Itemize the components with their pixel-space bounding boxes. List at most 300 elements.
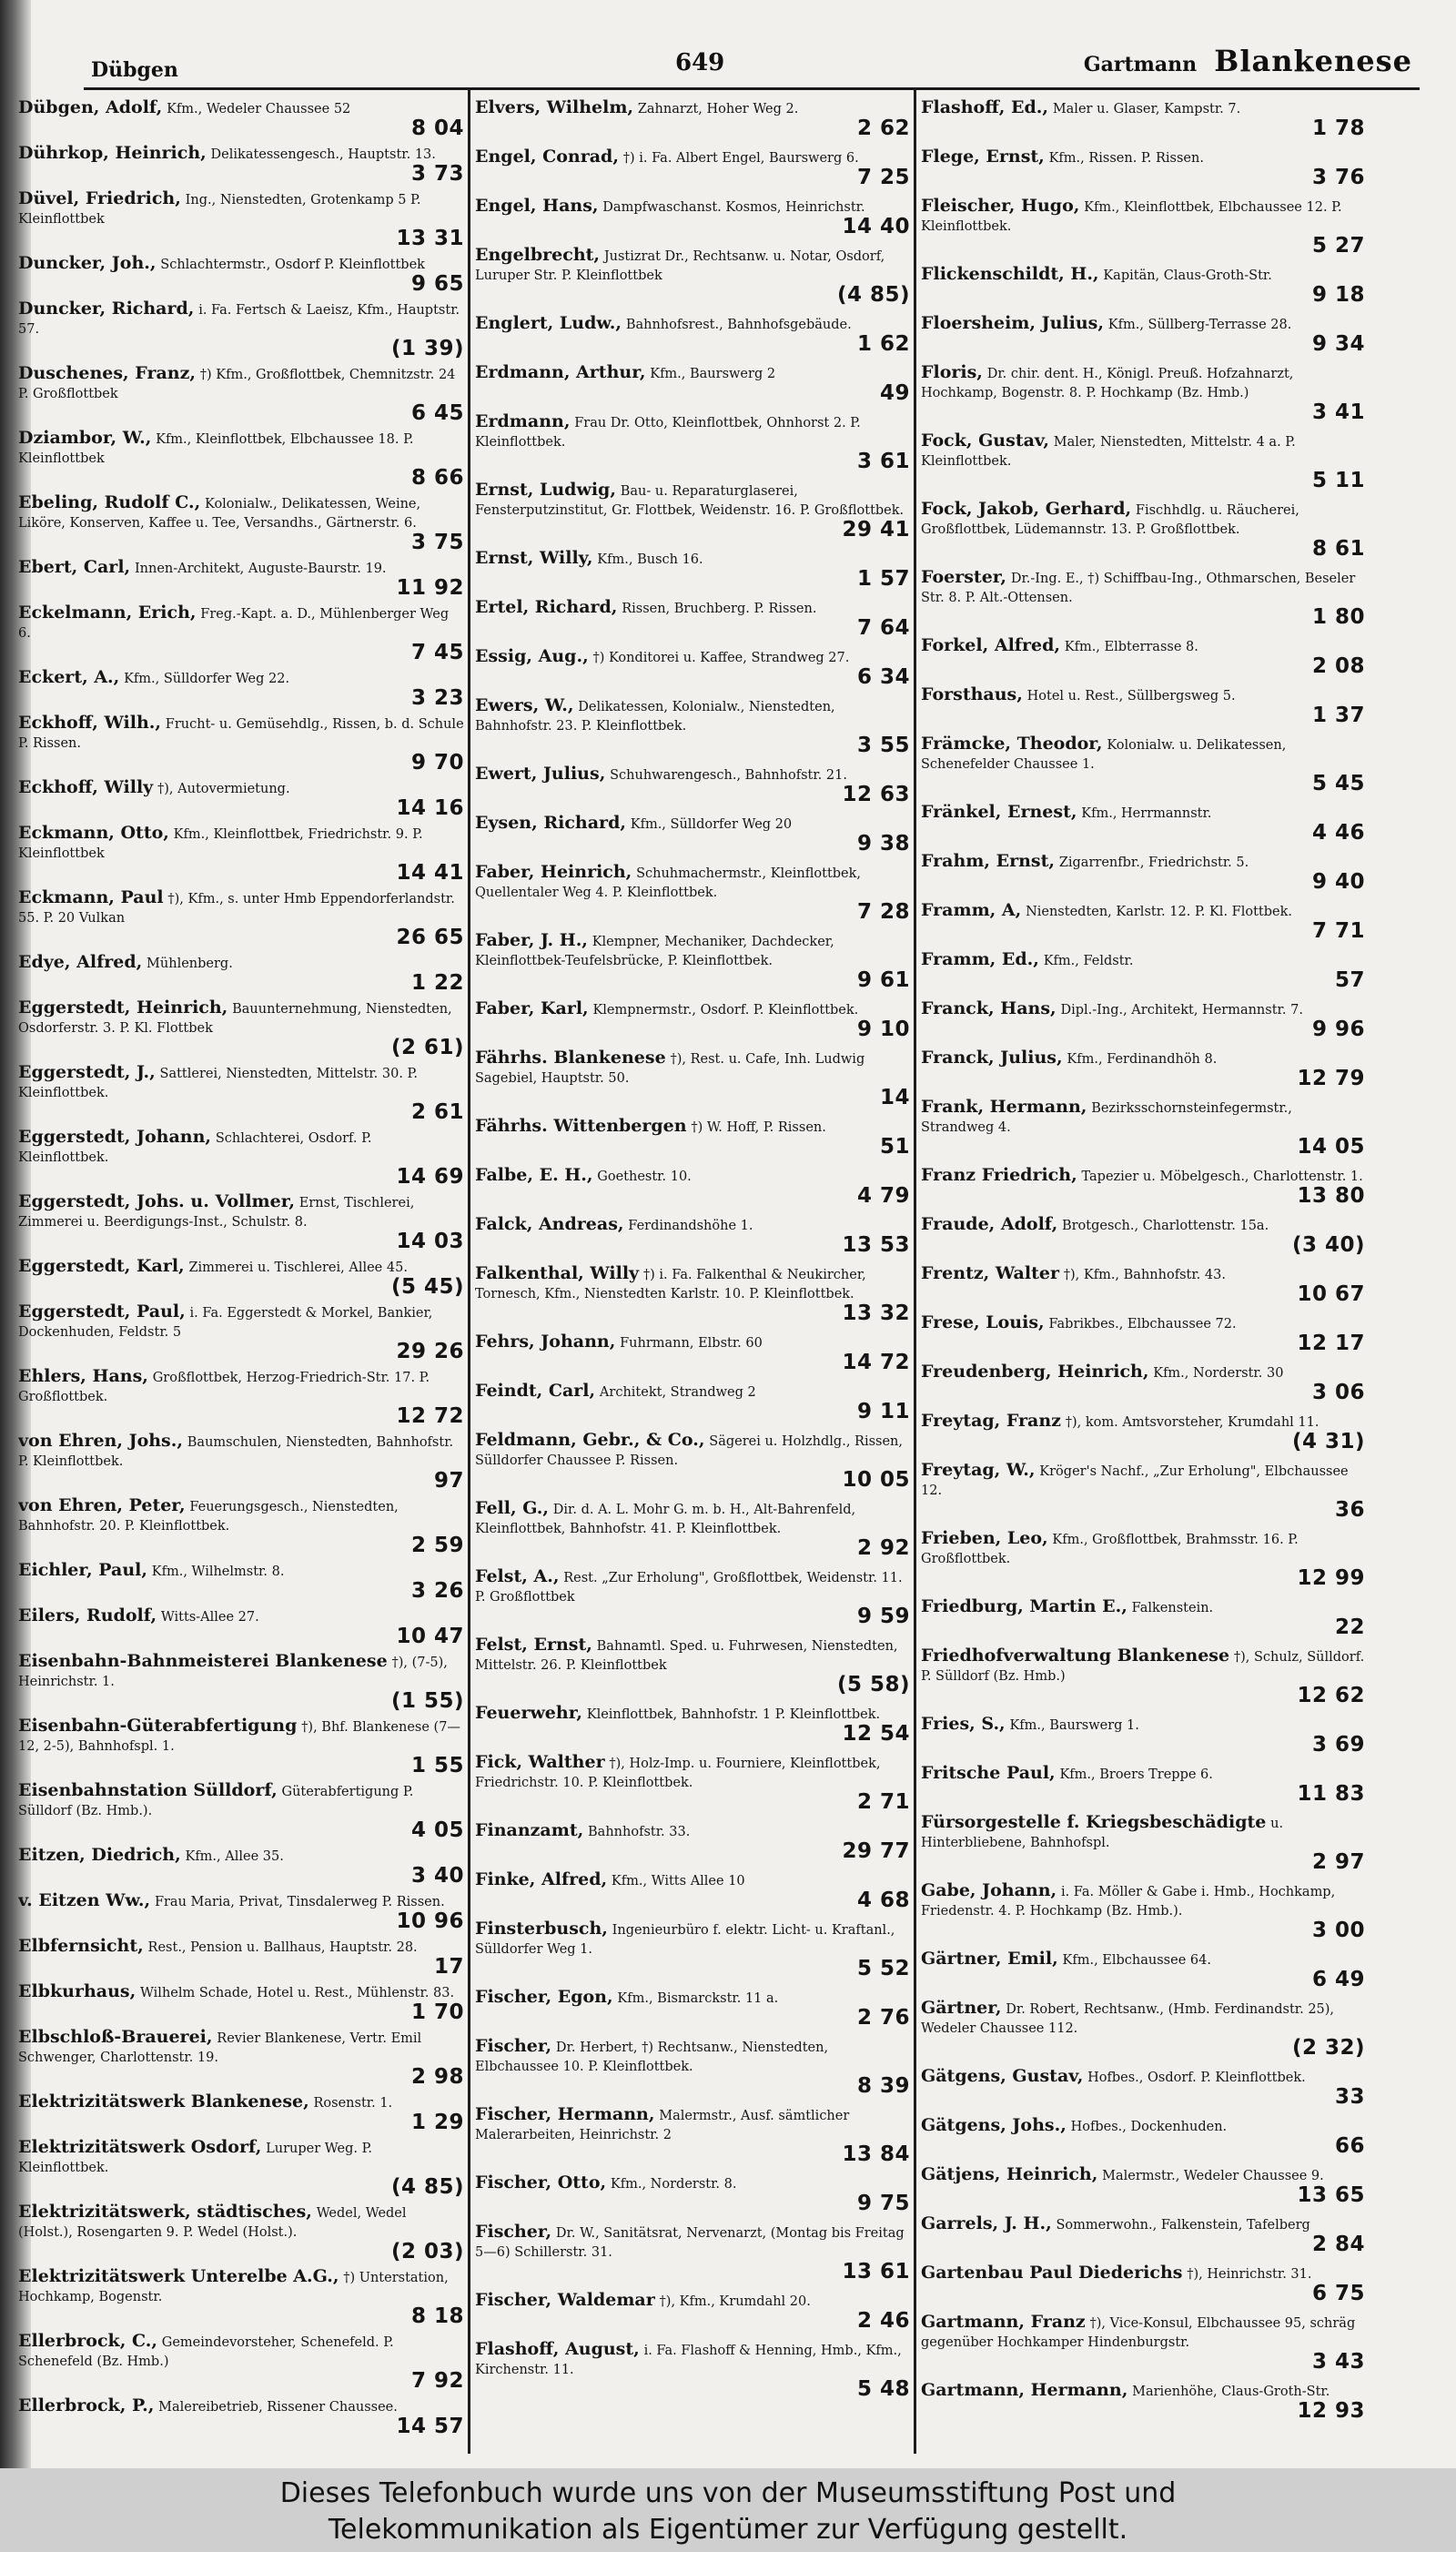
directory-entry <box>921 1764 1365 1804</box>
entry-detail: Zigarrenfbr., Friedrichstr. 5. <box>1058 856 1249 870</box>
entry-detail: Frucht- u. Gemüsehdlg., Rissen, b. d. Schule P. Rissen. <box>18 717 464 751</box>
entry-name: Friedburg, Martin E., <box>921 1596 1127 1616</box>
entry-name: Gätjens, Heinrich, <box>921 2164 1098 2184</box>
entry-name: Forkel, Alfred, <box>921 635 1060 655</box>
entry-name: Eichler, Paul, <box>18 1560 147 1580</box>
directory-entry <box>18 1367 464 1426</box>
entry-name: Erdmann, <box>475 411 571 431</box>
entry-phone-number: 22 <box>1334 1615 1365 1639</box>
entry-detail: †), Schulz, Sülldorf. P. Sülldorf (Bz. Hmb.) <box>921 1650 1365 1684</box>
entry-detail: Dr. W., Sanitätsrat, Nervenarzt, (Montag bis Freitag 5—6) Schillerstr. 31. <box>475 2226 905 2260</box>
entry-phone-number: 51 <box>879 1135 910 1159</box>
entry-phone-number: 2 08 <box>1311 654 1365 678</box>
entry-detail: Kfm., Elbchaussee 64. <box>1062 1953 1211 1968</box>
directory-entry <box>921 636 1365 676</box>
entry-phone-number: 3 76 <box>1311 166 1365 189</box>
directory-entry <box>921 98 1365 138</box>
entry-phone-number: 14 16 <box>396 796 464 820</box>
directory-entry <box>921 2214 1365 2254</box>
entry-name: Eckert, A., <box>18 667 120 687</box>
directory-entry <box>475 1919 910 1979</box>
directory-entry <box>18 98 464 138</box>
entry-detail: Kleinflottbek, Bahnhofstr. 1 P. Kleinflottbek. <box>586 1707 881 1722</box>
entry-phone-number: 4 05 <box>410 1818 464 1842</box>
directory-entry <box>475 1870 910 1910</box>
entry-name: Ertel, Richard, <box>475 597 618 617</box>
entry-phone-number: 57 <box>1334 968 1365 992</box>
directory-entry <box>921 265 1365 305</box>
entry-name: Faber, Karl, <box>475 998 589 1018</box>
entry-detail: i. Fa. Flashoff & Henning, Hmb., Kfm., Kirchenstr. 11. <box>475 2344 902 2377</box>
entry-phone-number: 36 <box>1334 1498 1365 1522</box>
directory-entry <box>921 500 1365 559</box>
entry-name: Eggerstedt, Paul, <box>18 1301 186 1322</box>
entry-detail: Kfm., Norderstr. 30 <box>1153 1366 1284 1381</box>
entry-name: Ewers, W., <box>475 695 574 715</box>
directory-entry <box>475 598 910 638</box>
directory-entry <box>475 1332 910 1372</box>
entry-phone-number: 8 61 <box>1311 537 1365 561</box>
directory-entry <box>921 2313 1365 2372</box>
entry-name: Frank, Hermann, <box>921 1097 1087 1117</box>
entry-name: Gätgens, Gustav, <box>921 2066 1084 2086</box>
entry-name: Falck, Andreas, <box>475 1214 624 1234</box>
entry-name: Franck, Hans, <box>921 998 1057 1018</box>
entry-name: Fürsorgestelle f. Kriegsbeschädigte <box>921 1812 1267 1832</box>
entry-name: Franz Friedrich, <box>921 1165 1077 1185</box>
directory-entry <box>475 1567 910 1626</box>
entry-detail: Gemeindevorsteher, Schenefeld. P. Schenefeld (Bz. Hmb.) <box>18 2335 394 2369</box>
entry-name: Floris, <box>921 362 983 382</box>
entry-phone-number: 29 26 <box>396 1340 464 1363</box>
directory-entry <box>475 1431 910 1490</box>
entry-name: Elektrizitätswerk, städtisches, <box>18 2202 312 2222</box>
entry-detail: Kfm., Norderstr. 8. <box>610 2177 737 2192</box>
directory-entry <box>475 2105 910 2164</box>
entry-name: Eckhoff, Wilh., <box>18 713 162 733</box>
entry-phone-number: 7 71 <box>1311 919 1365 943</box>
entry-detail: Ingenieurbüro f. elektr. Licht- u. Kraftanl., Sülldorfer Weg 1. <box>475 1923 895 1957</box>
entry-name: Framm, A, <box>921 900 1022 920</box>
directory-entry <box>921 1881 1365 1940</box>
directory-entry <box>921 1597 1365 1637</box>
entry-name: Frese, Louis, <box>921 1312 1045 1332</box>
entry-phone-number: 1 37 <box>1311 704 1365 727</box>
entry-phone-number: 2 98 <box>410 2065 464 2089</box>
directory-entry <box>475 1117 910 1157</box>
entry-phone-number: 8 18 <box>410 2304 464 2328</box>
entry-phone-number: 4 46 <box>1311 821 1365 845</box>
entry-phone-number: 12 62 <box>1297 1684 1365 1707</box>
directory-entry <box>475 931 910 990</box>
entry-detail: Kolonialw., Delikatessen, Weine, Liköre, Konserven, Kaffee u. Tee, Versandhs., Gärtnerstr. 6. <box>18 497 421 531</box>
entry-detail: Bezirksschornsteinfegermstr., Strandweg 4. <box>921 1101 1292 1135</box>
header-right <box>1084 44 1412 78</box>
entry-name: Engelbrecht, <box>475 245 601 265</box>
entry-detail: Rosenstr. 1. <box>313 2096 393 2111</box>
entry-detail: Luruper Weg. P. Kleinflottbek. <box>18 2142 373 2175</box>
directory-entry <box>18 1561 464 1601</box>
entry-phone-number: 49 <box>879 381 910 405</box>
entry-detail: Wilhelm Schade, Hotel u. Rest., Mühlenstr. 83. <box>140 1986 455 2000</box>
directory-entry <box>921 1215 1365 1255</box>
entry-detail: Klempnermstr., Osdorf. P. Kleinflottbek. <box>592 1003 859 1018</box>
entry-detail: Schlachterei, Osdorf. P. Kleinflottbek. <box>18 1131 372 1165</box>
entry-name: Fock, Jakob, Gerhard, <box>921 499 1132 519</box>
directory-entry <box>18 1063 464 1122</box>
entry-phone-number: 9 65 <box>410 272 464 296</box>
entry-phone-number: 7 45 <box>410 641 464 664</box>
directory-entry <box>18 1192 464 1251</box>
entry-phone-number: 17 <box>433 1955 464 1979</box>
directory-entry <box>18 998 464 1058</box>
directory-entry <box>921 685 1365 725</box>
entry-phone-number: 12 72 <box>396 1404 464 1428</box>
directory-entry <box>475 1215 910 1255</box>
directory-entry <box>18 144 464 184</box>
entry-name: Fischer, <box>475 2222 552 2242</box>
directory-entry <box>18 1891 464 1931</box>
directory-entry <box>921 734 1365 794</box>
entry-phone-number: 14 40 <box>842 215 910 238</box>
entry-detail: Malermstr., Ausf. sämtlicher Malerarbeiten, Heinrichstr. 2 <box>475 2109 850 2142</box>
entry-detail: Kfm., Großflottbek, Brahmsstr. 16. P. Großflottbek. <box>921 1533 1299 1566</box>
directory-entry <box>18 2267 464 2326</box>
entry-detail: Kfm., Sülldorfer Weg 22. <box>124 672 290 686</box>
entry-name: Fock, Gustav, <box>921 430 1050 451</box>
entry-detail: i. Fa. Fertsch & Laeisz, Kfm., Hauptstr. 57. <box>18 303 460 337</box>
entry-phone-number: 10 67 <box>1297 1282 1365 1306</box>
entry-name: Eitzen, Diedrich, <box>18 1845 181 1865</box>
entry-phone-number: 7 25 <box>856 166 910 189</box>
directory-entry <box>921 999 1365 1039</box>
entry-detail: †) i. Fa. Albert Engel, Baurswerg 6. <box>622 151 859 166</box>
entry-detail: Kfm., Witts Allee 10 <box>611 1874 745 1889</box>
entry-name: Främcke, Theodor, <box>921 734 1103 754</box>
entry-phone-number: 4 68 <box>856 1889 910 1912</box>
entry-detail: Großflottbek, Herzog-Friedrich-Str. 17. P. Großflottbek. <box>18 1371 430 1404</box>
entry-name: Düvel, Friedrich, <box>18 188 181 208</box>
entry-detail: Ferdinandshöhe 1. <box>628 1219 753 1233</box>
directory-entry <box>921 1461 1365 1520</box>
entry-detail: Maler u. Glaser, Kampstr. 7. <box>1052 102 1241 116</box>
entry-name: Engel, Conrad, <box>475 147 619 167</box>
entry-phone-number: (5 45) <box>390 1275 464 1299</box>
entry-phone-number: 10 05 <box>842 1468 910 1492</box>
entry-name: Felst, A., <box>475 1566 560 1586</box>
entry-phone-number: 14 72 <box>842 1351 910 1374</box>
entry-name: Frieben, Leo, <box>921 1528 1048 1548</box>
column-divider <box>914 87 916 2454</box>
entry-phone-number: 6 45 <box>410 401 464 425</box>
entry-phone-number: 12 79 <box>1297 1067 1365 1090</box>
directory-entry <box>921 1098 1365 1157</box>
entry-phone-number: 5 11 <box>1311 469 1365 492</box>
entry-name: Eggerstedt, Johs. u. Vollmer, <box>18 1191 295 1211</box>
entry-detail: Tapezier u. Möbelgesch., Charlottenstr. 1. <box>1081 1170 1363 1184</box>
entry-phone-number: 6 75 <box>1311 2282 1365 2305</box>
entry-detail: Architekt, Strandweg 2 <box>599 1385 756 1400</box>
entry-name: Ewert, Julius, <box>475 764 606 784</box>
entry-phone-number: 1 70 <box>410 2000 464 2024</box>
entry-detail: Dr. Robert, Rechtsanw., (Hmb. Ferdinandstr. 25), Wedeler Chaussee 112. <box>921 2002 1335 2036</box>
entry-detail: Malermstr., Wedeler Chaussee 9. <box>1102 2169 1324 2183</box>
directory-entry <box>475 647 910 687</box>
entry-detail: Justizrat Dr., Rechtsanw. u. Notar, Osdorf, Luruper Str. P. Kleinflottbek <box>475 249 885 283</box>
directory-entry <box>475 1166 910 1206</box>
entry-detail: Wedel, Wedel (Holst.), Rosengarten 9. P. Wedel (Holst.). <box>18 2206 407 2240</box>
footer-line-2: Telekommunikation als Eigentümer zur Verfügung gestellt. <box>328 2514 1128 2546</box>
entry-phone-number: (3 40) <box>1291 1233 1365 1257</box>
entry-phone-number: 13 80 <box>1297 1184 1365 1208</box>
directory-entry <box>18 299 464 359</box>
entry-detail: Delikatessengesch., Hauptstr. 13. <box>210 147 436 162</box>
entry-phone-number: 9 70 <box>410 751 464 775</box>
entry-detail: i. Fa. Eggerstedt & Morkel, Bankier, Dockenhuden, Feldstr. 5 <box>18 1306 433 1340</box>
entry-name: Elektrizitätswerk Unterelbe A.G., <box>18 2266 339 2286</box>
directory-entry <box>921 1166 1365 1206</box>
directory-entry <box>921 1529 1365 1588</box>
entry-phone-number: 5 27 <box>1311 234 1365 258</box>
directory-entry <box>475 1753 910 1812</box>
entry-phone-number: 9 59 <box>856 1605 910 1628</box>
directory-entry <box>18 824 464 883</box>
entry-phone-number: 9 40 <box>1311 870 1365 894</box>
entry-phone-number: 2 92 <box>856 1536 910 1560</box>
entry-name: Eisenbahn-Güterabfertigung <box>18 1716 298 1736</box>
entry-detail: †), Bhf. Blankenese (7—12, 2-5), Bahnhofspl. 1. <box>18 1720 460 1754</box>
entry-name: Fährhs. Blankenese <box>475 1048 666 1068</box>
entry-name: Fränkel, Ernest, <box>921 802 1077 822</box>
entry-detail: Dr.-Ing. E., †) Schiffbau-Ing., Othmarschen, Beseler Str. 8. P. Alt.-Ottensen. <box>921 572 1356 605</box>
entry-name: Flickenschildt, H., <box>921 264 1099 284</box>
entry-phone-number: 4 79 <box>856 1184 910 1208</box>
directory-entry <box>18 1937 464 1977</box>
entry-name: Eggerstedt, Karl, <box>18 1256 185 1276</box>
entry-name: Fehrs, Johann, <box>475 1332 616 1352</box>
entry-name: Freytag, W., <box>921 1460 1036 1480</box>
directory-entry <box>475 98 910 138</box>
entry-phone-number: 1 22 <box>410 971 464 995</box>
entry-name: Fell, G., <box>475 1498 549 1518</box>
entry-phone-number: 12 63 <box>842 783 910 806</box>
entry-phone-number: 1 29 <box>410 2111 464 2134</box>
entry-name: Dührkop, Heinrich, <box>18 143 207 163</box>
directory-entry <box>18 2028 464 2087</box>
directory-entry <box>475 814 910 854</box>
entry-detail: Kfm., Kleinflottbek, Elbchaussee 18. P. Kleinflottbek <box>18 432 414 466</box>
directory-entry <box>921 2263 1365 2304</box>
entry-phone-number: 6 49 <box>1311 1968 1365 1991</box>
entry-detail: Dir. d. A. L. Mohr G. m. b. H., Alt-Bahrenfeld, Kleinflottbek, Bahnhofstr. 41. P. Kleinflottbek. <box>475 1503 856 1536</box>
entry-name: Fritsche Paul, <box>921 1763 1056 1783</box>
entry-phone-number: 5 48 <box>856 2377 910 2401</box>
entry-name: Dübgen, Adolf, <box>18 98 163 117</box>
directory-entry <box>18 558 464 598</box>
entry-detail: Sägerei u. Holzhdlg., Rissen, Sülldorfer Chaussee P. Rissen. <box>475 1434 904 1468</box>
entry-name: Ebert, Carl, <box>18 557 131 577</box>
directory-entry <box>921 1813 1365 1872</box>
entry-phone-number: 11 83 <box>1297 1782 1365 1806</box>
directory-entry <box>921 950 1365 990</box>
entry-phone-number: 29 77 <box>842 1839 910 1863</box>
entry-name: Elbkurhaus, <box>18 1981 136 2001</box>
directory-entry <box>475 1382 910 1422</box>
directory-entry <box>475 1636 910 1695</box>
entry-phone-number: 14 <box>879 1086 910 1109</box>
entry-phone-number: 6 34 <box>856 665 910 689</box>
page-header <box>84 42 1420 90</box>
entry-detail: †), Kfm., s. unter Hmb Eppendorferlandstr. 55. P. 20 Vulkan <box>18 892 455 926</box>
entry-detail: Falkenstein. <box>1131 1601 1214 1615</box>
entry-name: Elektrizitätswerk Osdorf, <box>18 2137 262 2157</box>
entry-detail: Schlachtermstr., Osdorf P. Kleinflottbek <box>160 258 425 272</box>
entry-name: Fischer, Waldemar <box>475 2290 655 2310</box>
entry-detail: †), (7-5), Heinrichstr. 1. <box>18 1656 448 1689</box>
entry-detail: Kfm., Süllberg-Terrasse 28. <box>1107 318 1292 332</box>
directory-entry <box>475 1704 910 1744</box>
entry-name: Faber, Heinrich, <box>475 862 632 882</box>
entry-phone-number: 9 18 <box>1311 283 1365 307</box>
entry-name: Feuerwehr, <box>475 1703 582 1723</box>
entry-detail: Kfm., Kleinflottbek, Elbchaussee 12. P. Kleinflottbek. <box>921 200 1342 234</box>
entry-name: Foerster, <box>921 567 1007 587</box>
entry-phone-number: 26 65 <box>396 926 464 949</box>
entry-detail: Kfm., Baurswerg 2 <box>650 367 776 381</box>
entry-detail: Kfm., Broers Treppe 6. <box>1059 1767 1213 1782</box>
entry-phone-number: 3 40 <box>410 1864 464 1888</box>
entry-name: Ebeling, Rudolf C., <box>18 492 201 512</box>
header-place: Blankenese <box>1214 44 1412 78</box>
entry-name: Falbe, E. H., <box>475 1165 593 1185</box>
entry-phone-number: 13 84 <box>842 2142 910 2166</box>
directory-entry <box>921 1048 1365 1089</box>
entry-detail: †), Kfm., Bahnhofstr. 43. <box>1063 1268 1226 1282</box>
header-first-name: Dübgen <box>91 58 178 82</box>
entry-detail: Innen-Architekt, Auguste-Baurstr. 19. <box>134 562 387 576</box>
entry-phone-number: (4 85) <box>390 2175 464 2199</box>
footer-notice <box>0 2468 1456 2552</box>
entry-detail: Frau Maria, Privat, Tinsdalerweg P. Rissen. <box>154 1895 445 1909</box>
entry-phone-number: 66 <box>1334 2134 1365 2158</box>
directory-entry <box>475 999 910 1039</box>
entry-phone-number: 1 57 <box>856 567 910 591</box>
entry-phone-number: 97 <box>433 1469 464 1493</box>
directory-entry <box>18 189 464 248</box>
directory-entry <box>475 197 910 237</box>
entry-phone-number: 9 34 <box>1311 332 1365 356</box>
entry-detail: Bahnhofsrest., Bahnhofsgebäude. <box>625 318 852 332</box>
entry-name: Engel, Hans, <box>475 196 599 216</box>
directory-entry <box>921 1999 1365 2058</box>
entry-phone-number: 29 41 <box>842 518 910 542</box>
entry-name: Gärtner, Emil, <box>921 1949 1058 1969</box>
directory-entry <box>475 696 910 755</box>
entry-phone-number: 2 97 <box>1311 1850 1365 1874</box>
entry-detail: Kolonialw. u. Delikatessen, Schenefelder Chaussee 1. <box>921 738 1287 772</box>
directory-entry <box>18 1432 464 1491</box>
directory-entry <box>18 714 464 773</box>
entry-detail: †), Rest. u. Cafe, Inh. Ludwig Sagebiel, Hauptstr. 50. <box>475 1052 865 1086</box>
entry-phone-number: 2 76 <box>856 2006 910 2030</box>
entry-phone-number: 9 38 <box>856 832 910 856</box>
directory-entry <box>921 2381 1365 2421</box>
entry-detail: Witts-Allee 27. <box>160 1610 259 1625</box>
entry-name: Flashoff, August, <box>475 2339 640 2359</box>
entry-phone-number: 8 04 <box>410 116 464 140</box>
entry-detail: †) Konditorei u. Kaffee, Strandweg 27. <box>592 651 850 665</box>
entry-name: Ehlers, Hans, <box>18 1366 148 1386</box>
entry-detail: Freg.-Kapt. a. D., Mühlenberger Weg 6. <box>18 607 450 641</box>
entry-phone-number: 13 61 <box>842 2260 910 2284</box>
directory-entry <box>475 765 910 805</box>
entry-detail: Rest., Pension u. Ballhaus, Hauptstr. 28. <box>147 1940 418 1955</box>
directory-entry <box>18 1846 464 1886</box>
entry-phone-number: 1 78 <box>1311 116 1365 140</box>
entry-detail: Dr. chir. dent. H., Königl. Preuß. Hofzahnarzt, Hochkamp, Bogenstr. 8. P. Hochkamp (Bz. Hmb.) <box>921 367 1294 400</box>
entry-phone-number: 14 57 <box>396 2415 464 2438</box>
entry-detail: Baumschulen, Nienstedten, Bahnhofstr. P. Kleinflottbek. <box>18 1435 454 1469</box>
entry-detail: Hofbes., Osdorf. P. Kleinflottbek. <box>1087 2071 1306 2085</box>
entry-detail: Hotel u. Rest., Süllbergsweg 5. <box>1026 689 1236 704</box>
directory-entry <box>921 1264 1365 1304</box>
entry-name: Freytag, Franz <box>921 1411 1061 1431</box>
entry-name: Erdmann, Arthur, <box>475 362 646 382</box>
entry-detail: Kfm., Feldstr. <box>1043 954 1134 968</box>
directory-entry <box>18 254 464 294</box>
entry-detail: Revier Blankenese, Vertr. Emil Schwenger, Charlottenstr. 19. <box>18 2031 422 2065</box>
directory-entry <box>921 2165 1365 2205</box>
entry-name: Fleischer, Hugo, <box>921 196 1080 216</box>
entry-detail: Maler, Nienstedten, Mittelstr. 4 a. P. Kleinflottbek. <box>921 435 1296 469</box>
directory-entry <box>18 668 464 708</box>
entry-detail: Feuerungsgesch., Nienstedten, Bahnhofstr. 20. P. Kleinflottbek. <box>18 1500 399 1534</box>
entry-phone-number: 13 65 <box>1297 2183 1365 2207</box>
entry-name: Fick, Walther <box>475 1752 605 1772</box>
directory-entry <box>921 1313 1365 1353</box>
entry-phone-number: 14 03 <box>396 1230 464 1253</box>
entry-detail: †) Unterstation, Hochkamp, Bogenstr. <box>18 2271 449 2304</box>
entry-detail: Dampfwaschanst. Kosmos, Heinrichstr. <box>602 200 865 215</box>
entry-name: Falkenthal, Willy <box>475 1263 640 1283</box>
entry-detail: Fuhrmann, Elbstr. 60 <box>620 1336 763 1351</box>
entry-phone-number: 1 62 <box>856 332 910 356</box>
entry-phone-number: 2 59 <box>410 1534 464 1557</box>
entry-name: Finanzamt, <box>475 1820 584 1840</box>
entry-phone-number: (4 85) <box>836 283 910 307</box>
entry-name: Ernst, Ludwig, <box>475 480 616 500</box>
directory-entry <box>475 2340 910 2399</box>
entry-name: Framm, Ed., <box>921 949 1039 969</box>
directory-entry <box>18 2332 464 2391</box>
entry-detail: Kfm., Elbterrasse 8. <box>1064 640 1198 654</box>
entry-detail: Kröger's Nachf., „Zur Erholung", Elbchaussee 12. <box>921 1464 1349 1498</box>
entry-name: Ernst, Willy, <box>475 548 593 568</box>
listing-column-3 <box>921 98 1365 2465</box>
directory-entry <box>18 493 464 552</box>
directory-entry <box>921 147 1365 187</box>
entry-detail: Sattlerei, Nienstedten, Mittelstr. 30. P. Kleinflottbek. <box>18 1067 418 1100</box>
entry-name: Eilers, Rudolf, <box>18 1605 157 1625</box>
entry-detail: Kfm., Ferdinandhöh 8. <box>1067 1052 1218 1067</box>
entry-name: Fischer, <box>475 2036 552 2056</box>
entry-phone-number: 9 10 <box>856 1018 910 1041</box>
entry-name: Eysen, Richard, <box>475 813 626 833</box>
entry-name: Frahm, Ernst, <box>921 851 1056 871</box>
entry-name: Fischer, Otto, <box>475 2172 607 2192</box>
entry-phone-number: 2 46 <box>856 2309 910 2333</box>
entry-detail: Zimmerei u. Tischlerei, Allee 45. <box>188 1261 408 1275</box>
